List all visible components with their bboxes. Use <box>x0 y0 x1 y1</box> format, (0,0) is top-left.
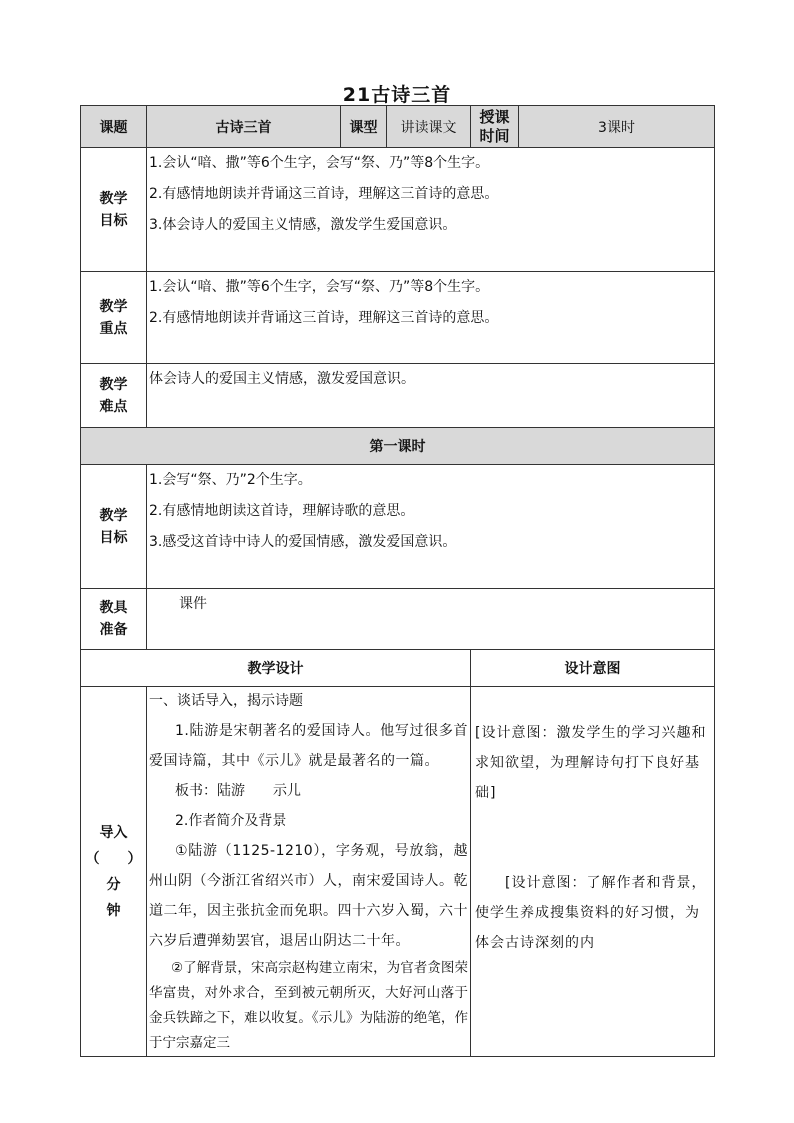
difficulty-content <box>147 364 715 428</box>
goals-row <box>81 148 715 272</box>
lesson-goals-content <box>147 465 715 589</box>
lesson-heading-row <box>81 428 715 465</box>
key-point-item: 1.会认“喑、撒”等6个生字，会写“祭、乃”等8个生字。 <box>149 279 490 295</box>
lesson-goal-item: 1.会写“祭、乃”2个生字。 <box>149 472 312 488</box>
tools-text: 课件 <box>179 596 207 612</box>
lesson-goals-row <box>81 465 715 589</box>
tools-content <box>147 589 715 650</box>
time-label: 授课 时间 <box>471 106 519 148</box>
goal-item: 2.有感情地朗读并背诵这三首诗，理解这三首诗的意思。 <box>149 186 499 202</box>
difficulty-row <box>81 364 715 428</box>
intent-note: [设计意图：激发学生的学习兴趣和求知欲望，为理解诗句打下良好基础] <box>475 725 707 801</box>
goal-item: 1.会认“喑、撒”等6个生字，会写“祭、乃”等8个生字。 <box>149 155 490 171</box>
document-title: 21古诗三首 <box>342 84 452 106</box>
goal-item: 3.体会诗人的爱国主义情感，激发学生爱国意识。 <box>149 217 457 233</box>
design-header-row <box>81 650 715 687</box>
board-note: 板书：陆游 示儿 <box>175 783 301 799</box>
lesson-goal-item: 2.有感情地朗读这首诗，理解诗歌的意思。 <box>149 503 415 519</box>
key-points-content <box>147 272 715 364</box>
goals-label: 教学 目标 <box>81 148 147 272</box>
lesson-heading: 第一课时 <box>81 428 715 465</box>
tools-label: 教具 准备 <box>81 589 147 650</box>
key-points-row <box>81 272 715 364</box>
intro-intent <box>471 687 715 1057</box>
intent-column-header: 设计意图 <box>471 650 715 687</box>
intro-section-title: 一、谈话导入，揭示诗题 <box>149 693 303 709</box>
type-label: 课型 <box>341 106 387 148</box>
intro-content <box>147 687 471 1057</box>
lesson-plan-table <box>80 105 715 1057</box>
lesson-goals-label: 教学 目标 <box>81 465 147 589</box>
intro-label: 导入 （ ）分 钟 <box>81 687 147 1057</box>
time-value: 3课时 <box>519 106 715 148</box>
intent-note: [设计意图：了解作者和背景，使学生养成搜集资料的好习惯，为体会古诗深刻的内 <box>475 875 707 951</box>
key-points-label: 教学 重点 <box>81 272 147 364</box>
header-row <box>81 106 715 148</box>
intro-paragraph: 1.陆游是宋朝著名的爱国诗人。他写过很多首爱国诗篇，其中《示儿》就是最著名的一篇。 <box>149 723 468 769</box>
topic-label: 课题 <box>81 106 147 148</box>
key-point-item: 2.有感情地朗读并背诵这三首诗，理解这三首诗的意思。 <box>149 310 499 326</box>
difficulty-label: 教学 难点 <box>81 364 147 428</box>
goals-content <box>147 148 715 272</box>
topic-value: 古诗三首 <box>147 106 341 148</box>
type-value: 讲读课文 <box>387 106 471 148</box>
intro-subheading: 2.作者简介及背景 <box>175 813 287 829</box>
tools-row <box>81 589 715 650</box>
difficulty-text: 体会诗人的爱国主义情感，激发爱国意识。 <box>149 371 415 387</box>
design-column-header: 教学设计 <box>81 650 471 687</box>
background-paragraph: ②了解背景，宋高宗赵构建立南宋，为官者贪图荣华富贵，对外求合，至到被元朝所灭，大好河山落于金兵铁蹄之下，难以收复。《示儿》为陆游的绝笔，作于宁宗嘉定三 <box>149 960 468 1051</box>
intro-row <box>81 687 715 1057</box>
lesson-goal-item: 3.感受这首诗中诗人的爱国情感，激发爱国意识。 <box>149 534 457 550</box>
author-bio: ①陆游（1125-1210），字务观，号放翁，越州山阴（今浙江省绍兴市）人，南宋爱国诗人。乾道二年，因主张抗金而免职。四十六岁入蜀，六十六岁后遭弹劾罢官，退居山阴达二十年。 <box>149 843 468 949</box>
